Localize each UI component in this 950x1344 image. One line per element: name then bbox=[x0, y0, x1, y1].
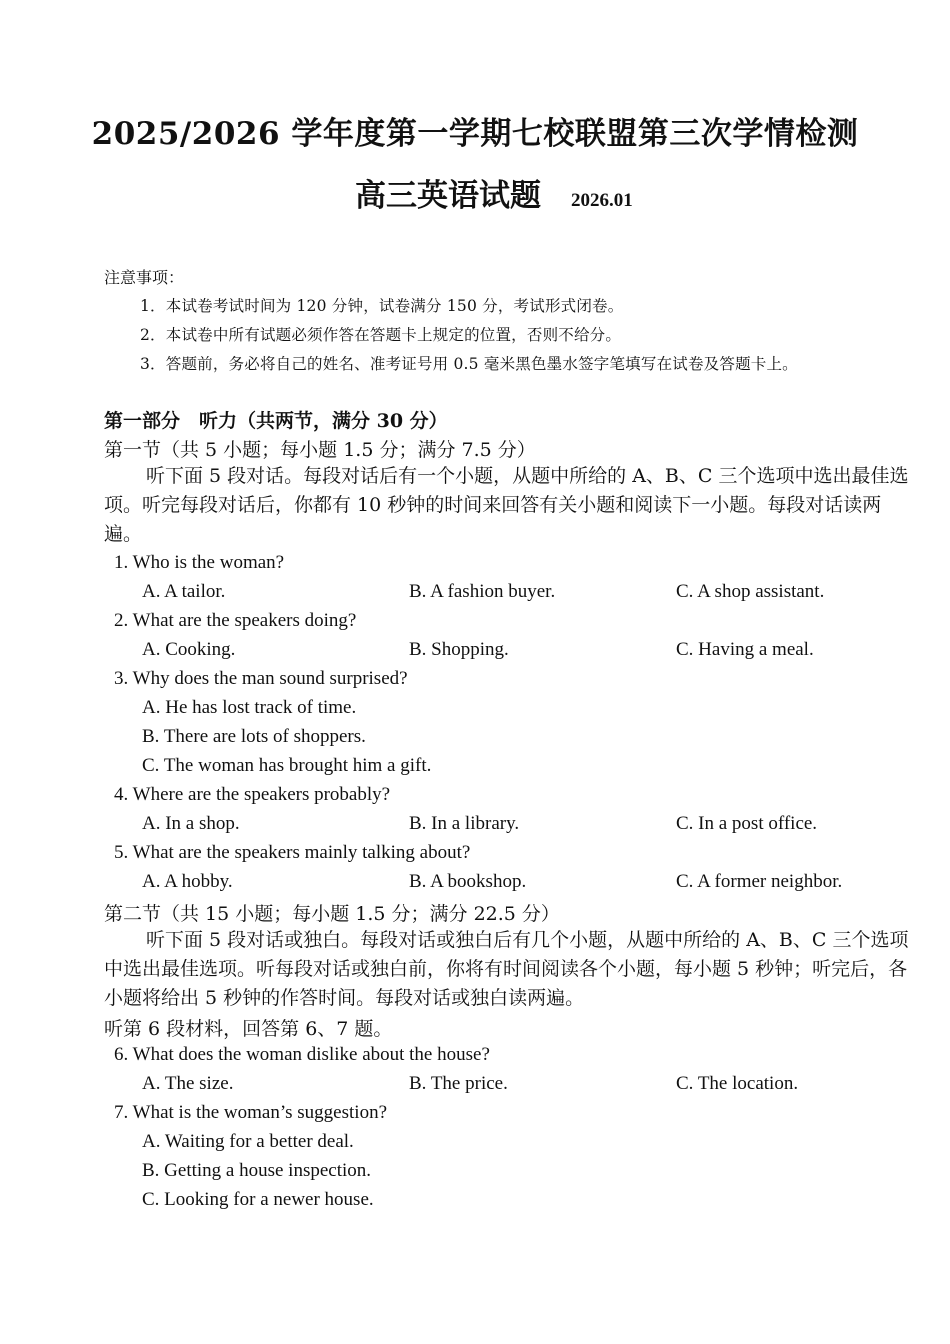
answer-option: C. Looking for a newer house. bbox=[142, 1189, 374, 1210]
notice-item: 3．答题前，务必将自己的姓名、准考证号用 0.5 毫米黑色墨水签字笔填写在试卷及答题卡上。 bbox=[140, 355, 798, 373]
answer-option: A. Cooking. bbox=[142, 639, 236, 660]
answer-option: A. Waiting for a better deal. bbox=[142, 1131, 354, 1152]
answer-option: C. In a post office. bbox=[676, 813, 818, 834]
question-stem: 6. What does the woman dislike about the house? bbox=[114, 1044, 490, 1065]
exam-title: 2025/2026 学年度第一学期七校联盟第三次学情检测 bbox=[91, 116, 859, 152]
subject-title: 高三英语试题 bbox=[355, 178, 541, 214]
answer-option: A. The size. bbox=[142, 1073, 234, 1094]
question-stem: 5. What are the speakers mainly talking about? bbox=[114, 842, 471, 863]
answer-option: C. Having a meal. bbox=[676, 639, 814, 660]
exam-subtitle bbox=[355, 170, 633, 215]
answer-option: C. The location. bbox=[676, 1073, 799, 1094]
notice-item: 1．本试卷考试时间为 120 分钟，试卷满分 150 分，考试形式闭卷。 bbox=[140, 297, 624, 315]
section2-title: 第二节（共 15 小题；每小题 1.5 分；满分 22.5 分） bbox=[104, 903, 560, 925]
answer-option: B. The price. bbox=[409, 1073, 508, 1094]
question-stem: 3. Why does the man sound surprised? bbox=[114, 668, 408, 689]
answer-option: A. In a shop. bbox=[142, 813, 240, 834]
answer-option: A. A hobby. bbox=[142, 871, 233, 892]
part1-title: 第一部分 听力（共两节，满分 30 分） bbox=[104, 410, 448, 432]
question-stem: 7. What is the woman’s suggestion? bbox=[114, 1102, 388, 1123]
question-stem: 2. What are the speakers doing? bbox=[114, 610, 357, 631]
section1-instruction: 听下面 5 段对话。每段对话后有一个小题，从题中所给的 A、B、C 三个选项中选出最佳选项。听完每段对话后，你都有 10 秒钟的时间来回答有关小题和阅读下一小题。每段对话读两遍。 bbox=[104, 465, 909, 545]
answer-option: B. Shopping. bbox=[409, 639, 509, 660]
answer-option: C. A shop assistant. bbox=[676, 581, 825, 602]
section2-instruction: 听下面 5 段对话或独白。每段对话或独白后有几个小题，从题中所给的 A、B、C 三个选项中选出最佳选项。听每段对话或独白前，你将有时间阅读各个小题，每小题 5 秒钟；听完后，各小题将给出 5 秒钟的作答时间。每段对话或独白读两遍。 bbox=[104, 929, 909, 1009]
section1-title: 第一节（共 5 小题；每小题 1.5 分；满分 7.5 分） bbox=[104, 439, 536, 461]
answer-option: A. He has lost track of time. bbox=[142, 697, 357, 718]
notice-heading: 注意事项： bbox=[104, 268, 185, 287]
answer-option: B. There are lots of shoppers. bbox=[142, 726, 366, 747]
answer-option: C. The woman has brought him a gift. bbox=[142, 755, 432, 776]
question-stem: 4. Where are the speakers probably? bbox=[114, 784, 391, 805]
exam-date: 2026.01 bbox=[571, 190, 633, 211]
answer-option: B. Getting a house inspection. bbox=[142, 1160, 372, 1181]
material-note: 听第 6 段材料，回答第 6、7 题。 bbox=[104, 1018, 393, 1040]
answer-option: C. A former neighbor. bbox=[676, 871, 843, 892]
answer-option: B. A fashion buyer. bbox=[409, 581, 556, 602]
answer-option: B. A bookshop. bbox=[409, 871, 527, 892]
answer-option: A. A tailor. bbox=[142, 581, 226, 602]
notice-item: 2．本试卷中所有试题必须作答在答题卡上规定的位置，否则不给分。 bbox=[140, 326, 622, 344]
answer-option: B. In a library. bbox=[409, 813, 520, 834]
question-stem: 1. Who is the woman? bbox=[114, 552, 285, 573]
